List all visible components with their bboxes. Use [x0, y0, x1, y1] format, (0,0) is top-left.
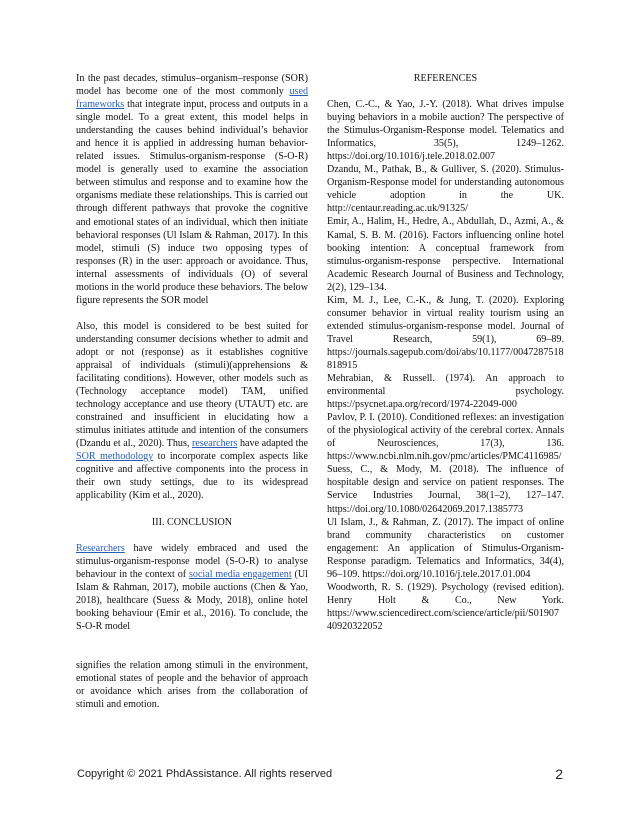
reference-item: Mehrabian, & Russell. (1974). An approach to environmental psychology. https://psycnet.apa.org/record/1974-22049-000 — [327, 373, 564, 411]
left-column — [76, 72, 308, 711]
text-span: to incorporate complex aspects like cognitive and affective components into the process in their own study settings, due to its widespread applicability (Kim et al., 2020). — [76, 451, 308, 502]
reference-item: Woodworth, R. S. (1929). Psychology (revised edition). Henry Holt & Co., New York. https://www.sciencedirect.com/science/article/pii/S0190740920322052 — [327, 581, 564, 632]
model-suitability-paragraph — [76, 320, 308, 503]
reference-item: Ul Islam, J., & Rahman, Z. (2017). The impact of online brand community characteristics on customer engagement: An application of Stimulus-Organism-Response paradigm. Telematics and Informatics, 34(4), 96–109. https://doi.org/10.1016/j.tele.2017.01.004 — [327, 516, 564, 580]
used-frameworks-link[interactable]: used frameworks — [76, 86, 308, 111]
text-span: Also, this model is considered to be best suited for understanding consumer decisions whether to admit and adopt or not (response) as it establishes cognitive appraisal of individuals (stimuli)(apprehensions & facilitating conditions). However, other models such as (Technology acceptance model) TAM, unified technology acceptance and use theory (UTAUT) etc. are constrained and insufficient in elucidating how a stimulus initiates attitude and intention of the consumers (Dzandu et al., 2020). Thus, — [76, 320, 308, 450]
text-span: have widely embraced and used the stimulus-organism-response model (S-O-R) to analyse behaviour in the context of — [76, 542, 308, 580]
text-span: have adapted the — [237, 438, 308, 450]
reference-item: Chen, C.-C., & Yao, J.-Y. (2018). What drives impulse buying behaviors in a mobile auction? The perspective of the Stimulus-Organism-Response model. Telematics and Informatics, 35(5), 1249–1262. https://doi.org/10.1016/j.tele.2018.02.007 — [327, 99, 564, 163]
conclusion-continuation-paragraph: signifies the relation among stimuli in the environment, emotional states of people and the behavior of approach or avoidance which arises from the collaboration of stimuli and emotion. — [76, 659, 308, 711]
reference-item: Dzandu, M., Pathak, B., & Gulliver, S. (2020). Stimulus-Organism-Response model for understanding autonomous vehicle adoption in the UK. http://centaur.reading.ac.uk/91325/ — [327, 164, 564, 215]
copyright-notice: Copyright © 2021 PhdAssistance. All rights reserved — [77, 768, 333, 780]
intro-paragraph — [76, 72, 308, 307]
text-span: that integrate input, process and outputs in a single model. To a great extent, this model helps in understanding the causes behind individual’s behavior and hence it is applied in addressing human behavior-related issues. Stimulus-organism-response (S-O-R) model is generally used to examine the association between stimulus and response and to examine how the organisms mediate these relationships. This is carried out through different pathways that provoke the cognitive and emotional states of an individual, which then initiate behavioral responses (Ul Islam & Rahman, 2017). In this model, stimuli (S) induce two opposing types of responses (R) in the user: approach or avoidance. Thus, internal assessments of individuals (O) of several motions in the world produce these behaviors. The below figure represents the SOR model — [76, 99, 308, 306]
text-span: In the past decades, stimulus–organism–response (SOR) model has become one of the most commonly — [76, 73, 308, 98]
researchers-link[interactable]: Researchers — [76, 542, 125, 554]
conclusion-heading: III. CONCLUSION — [151, 516, 233, 528]
conclusion-paragraph — [76, 542, 308, 633]
references-heading: REFERENCES — [413, 73, 478, 84]
text-span: (Ul Islam & Rahman, 2017), mobile auctions (Chen & Yao, 2018), healthcare (Suess & Mody, 2018), online hotel booking behaviour (Emir et al., 2016). To conclude, the S-O-R model — [76, 568, 308, 632]
social-media-engagement-link[interactable]: social media engagement — [188, 568, 292, 580]
reference-item: Emir, A., Halim, H., Hedre, A., Abdullah, D., Azmi, A., & Kamal, S. B. M. (2016). Factors influencing online hotel booking intention: A conceptual framework from stimulus-organism-response perspective. International Academic Research Journal of Business and Technology, 2(2), 129–134. — [327, 216, 564, 293]
page-number: 2 — [555, 766, 563, 782]
reference-item: Suess, C., & Mody, M. (2018). The influence of hospitable design and service on patient responses. The Service Industries Journal, 38(1–2), 127–147. https://doi.org/10.1080/02642069.2017.1385773 — [327, 464, 564, 515]
researchers-link[interactable]: researchers — [192, 438, 238, 450]
right-column — [327, 72, 564, 633]
sor-methodology-link[interactable]: SOR methodology — [76, 451, 154, 463]
reference-item: Pavlov, P. I. (2010). Conditioned reflexes: an investigation of the physiological activity of the cerebral cortex. Annals of Neurosciences, 17(3), 136. https://www.ncbi.nlm.nih.gov/pmc/articles/PMC4116985/ — [327, 412, 564, 463]
reference-item: Kim, M. J., Lee, C.-K., & Jung, T. (2020). Exploring consumer behavior in virtual reality tourism using an extended stimulus-organism-response model. Journal of Travel Research, 59(1), 69–89. https://journals.sagepub.com/doi/abs/10.1177/0047287518818915 — [327, 294, 564, 371]
